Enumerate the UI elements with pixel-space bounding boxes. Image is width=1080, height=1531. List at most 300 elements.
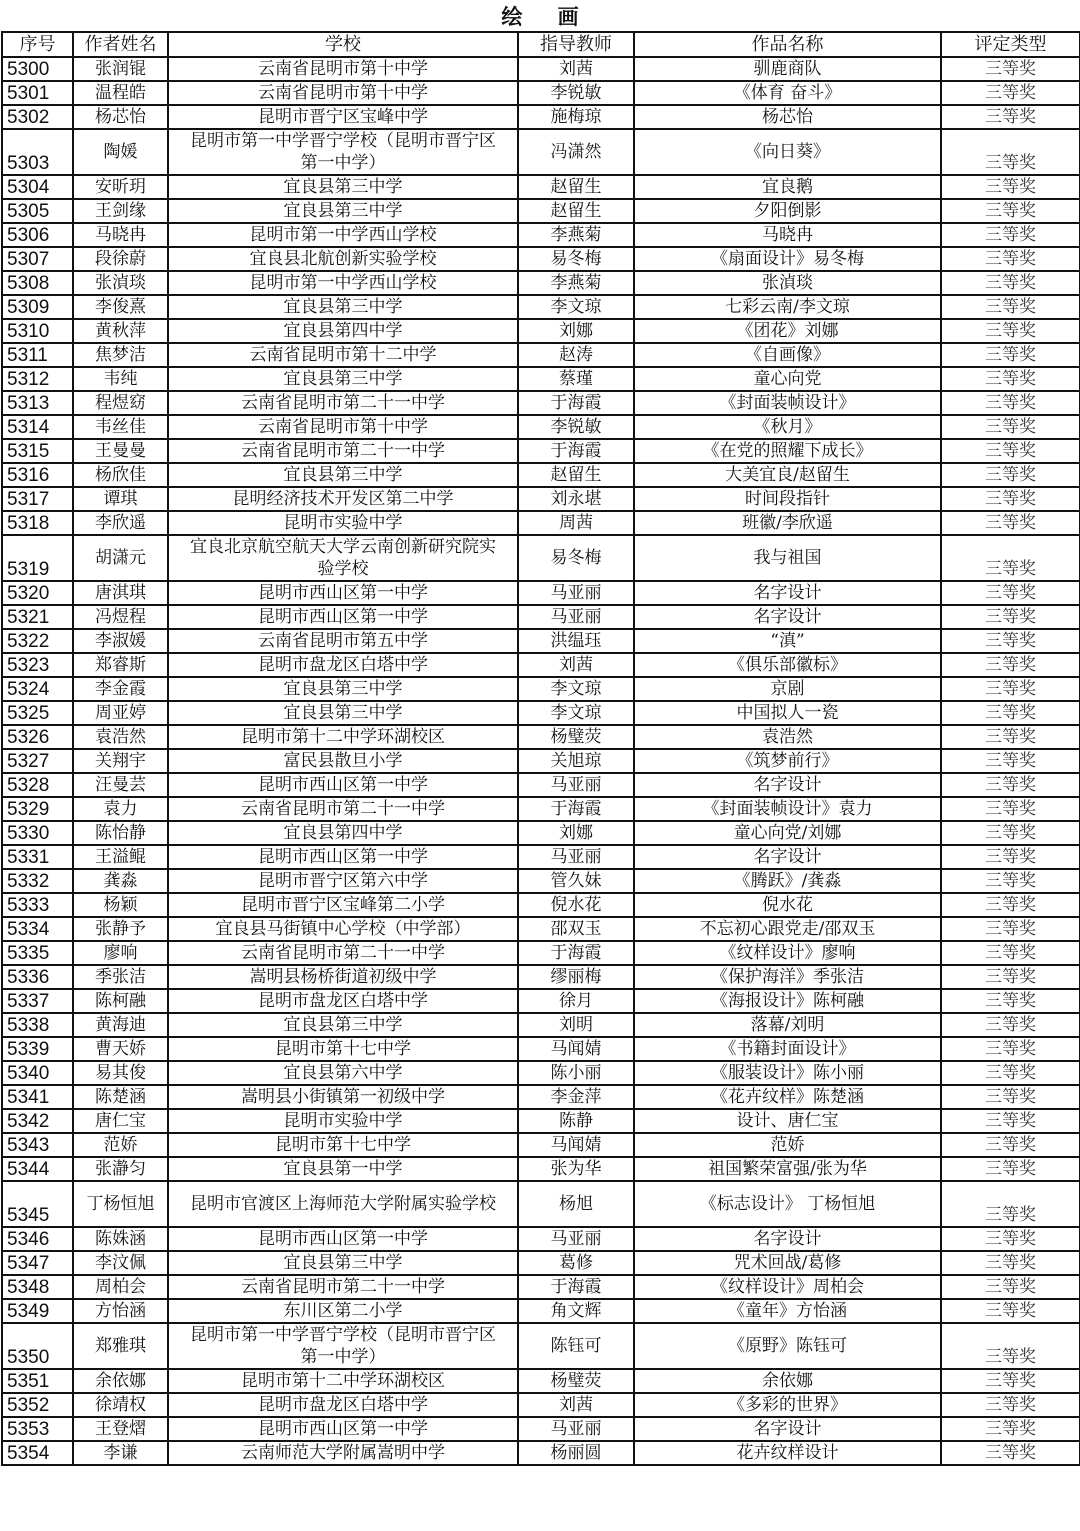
table-row <box>2 677 1080 701</box>
cell-teacher: 李文琼 <box>518 295 634 319</box>
cell-teacher: 马亚丽 <box>518 1227 634 1251</box>
cell-id: 5322 <box>2 629 73 653</box>
cell-school: 昆明市第十七中学 <box>168 1037 518 1061</box>
cell-award: 三等奖 <box>941 175 1080 199</box>
cell-school: 宜良北京航空航天大学云南创新研究院实验学校 <box>168 535 518 581</box>
cell-author: 廖响 <box>73 941 168 965</box>
cell-id: 5348 <box>2 1275 73 1299</box>
cell-teacher: 李金萍 <box>518 1085 634 1109</box>
cell-work: 我与祖国 <box>634 535 941 581</box>
cell-id: 5352 <box>2 1393 73 1417</box>
cell-teacher: 刘茜 <box>518 1393 634 1417</box>
cell-award: 三等奖 <box>941 893 1080 917</box>
cell-school: 云南省昆明市第十二中学 <box>168 343 518 367</box>
cell-teacher: 刘永堪 <box>518 487 634 511</box>
cell-teacher: 赵涛 <box>518 343 634 367</box>
cell-school: 昆明市第十二中学环湖校区 <box>168 725 518 749</box>
cell-author: 郑雅琪 <box>73 1323 168 1369</box>
table-row <box>2 511 1080 535</box>
cell-work: 时间段指针 <box>634 487 941 511</box>
cell-author: 黄秋萍 <box>73 319 168 343</box>
table-row <box>2 917 1080 941</box>
table-row <box>2 581 1080 605</box>
cell-id: 5306 <box>2 223 73 247</box>
cell-id: 5346 <box>2 1227 73 1251</box>
cell-school: 宜良县北航创新实验学校 <box>168 247 518 271</box>
table-row <box>2 701 1080 725</box>
cell-teacher: 易冬梅 <box>518 247 634 271</box>
cell-author: 李俊熹 <box>73 295 168 319</box>
cell-school: 昆明经济技术开发区第二中学 <box>168 487 518 511</box>
cell-teacher: 张为华 <box>518 1157 634 1181</box>
cell-author: 王溢鲲 <box>73 845 168 869</box>
cell-school: 昆明市第一中学西山学校 <box>168 271 518 295</box>
cell-work: 《海报设计》陈柯融 <box>634 989 941 1013</box>
table-row <box>2 319 1080 343</box>
table-row <box>2 223 1080 247</box>
cell-teacher: 刘茜 <box>518 57 634 81</box>
cell-award: 三等奖 <box>941 989 1080 1013</box>
table-row <box>2 965 1080 989</box>
cell-id: 5333 <box>2 893 73 917</box>
column-header-work: 作品名称 <box>634 32 941 57</box>
cell-id: 5325 <box>2 701 73 725</box>
table-row <box>2 941 1080 965</box>
cell-author: 胡潇元 <box>73 535 168 581</box>
cell-teacher: 杨璧荧 <box>518 725 634 749</box>
cell-work: 《封面装帧设计》袁力 <box>634 797 941 821</box>
cell-id: 5310 <box>2 319 73 343</box>
cell-id: 5311 <box>2 343 73 367</box>
cell-teacher: 施梅琼 <box>518 105 634 129</box>
cell-work: 祖国繁荣富强/张为华 <box>634 1157 941 1181</box>
cell-author: 丁杨恒旭 <box>73 1181 168 1227</box>
cell-award: 三等奖 <box>941 869 1080 893</box>
cell-teacher: 陈静 <box>518 1109 634 1133</box>
cell-school: 昆明市西山区第一中学 <box>168 845 518 869</box>
cell-id: 5309 <box>2 295 73 319</box>
table-row <box>2 1417 1080 1441</box>
table-row <box>2 1369 1080 1393</box>
table-row <box>2 1133 1080 1157</box>
cell-author: 周亚婷 <box>73 701 168 725</box>
cell-school: 东川区第二小学 <box>168 1299 518 1323</box>
cell-teacher: 马亚丽 <box>518 845 634 869</box>
cell-work: 张湞琰 <box>634 271 941 295</box>
cell-teacher: 杨丽圆 <box>518 1441 634 1465</box>
cell-award: 三等奖 <box>941 845 1080 869</box>
page-title: 绘 画 <box>501 5 593 29</box>
cell-id: 5315 <box>2 439 73 463</box>
cell-award: 三等奖 <box>941 653 1080 677</box>
table-row <box>2 653 1080 677</box>
cell-author: 温程皓 <box>73 81 168 105</box>
table-row <box>2 629 1080 653</box>
table-row <box>2 271 1080 295</box>
cell-school: 云南省昆明市第五中学 <box>168 629 518 653</box>
cell-author: 王曼曼 <box>73 439 168 463</box>
cell-school: 富民县散旦小学 <box>168 749 518 773</box>
cell-award: 三等奖 <box>941 1109 1080 1133</box>
cell-teacher: 陈小丽 <box>518 1061 634 1085</box>
cell-teacher: 李燕菊 <box>518 271 634 295</box>
column-header-author: 作者姓名 <box>73 32 168 57</box>
table-row <box>2 1299 1080 1323</box>
cell-school: 昆明市西山区第一中学 <box>168 773 518 797</box>
cell-work: 驯鹿商队 <box>634 57 941 81</box>
cell-id: 5326 <box>2 725 73 749</box>
cell-work: 名字设计 <box>634 773 941 797</box>
cell-school: 云南省昆明市第二十一中学 <box>168 1275 518 1299</box>
cell-award: 三等奖 <box>941 463 1080 487</box>
cell-id: 5328 <box>2 773 73 797</box>
cell-award: 三等奖 <box>941 1417 1080 1441</box>
cell-author: 马晓冉 <box>73 223 168 247</box>
cell-author: 杨芯怡 <box>73 105 168 129</box>
cell-author: 程煜窈 <box>73 391 168 415</box>
cell-school: 宜良县第一中学 <box>168 1157 518 1181</box>
cell-school: 昆明市西山区第一中学 <box>168 1417 518 1441</box>
cell-award: 三等奖 <box>941 319 1080 343</box>
table-row <box>2 845 1080 869</box>
cell-teacher: 李文琼 <box>518 677 634 701</box>
cell-award: 三等奖 <box>941 1085 1080 1109</box>
table-row <box>2 367 1080 391</box>
cell-school: 云南省昆明市第十中学 <box>168 57 518 81</box>
cell-school: 宜良县第三中学 <box>168 175 518 199</box>
cell-school: 昆明市盘龙区白塔中学 <box>168 1393 518 1417</box>
cell-award: 三等奖 <box>941 343 1080 367</box>
table-row <box>2 893 1080 917</box>
table-row <box>2 1227 1080 1251</box>
cell-id: 5341 <box>2 1085 73 1109</box>
cell-work: 《扇面设计》易冬梅 <box>634 247 941 271</box>
cell-author: 汪曼芸 <box>73 773 168 797</box>
table-row <box>2 605 1080 629</box>
cell-work: 名字设计 <box>634 1227 941 1251</box>
cell-work: 大美宜良/赵留生 <box>634 463 941 487</box>
cell-school: 昆明市官渡区上海师范大学附属实验学校 <box>168 1181 518 1227</box>
cell-teacher: 管久妹 <box>518 869 634 893</box>
table-row <box>2 749 1080 773</box>
cell-award: 三等奖 <box>941 199 1080 223</box>
column-header-school: 学校 <box>168 32 518 57</box>
cell-school: 云南省昆明市第二十一中学 <box>168 941 518 965</box>
table-row <box>2 1037 1080 1061</box>
cell-award: 三等奖 <box>941 1275 1080 1299</box>
cell-id: 5324 <box>2 677 73 701</box>
cell-award: 三等奖 <box>941 1227 1080 1251</box>
table-row <box>2 1085 1080 1109</box>
cell-school: 昆明市实验中学 <box>168 1109 518 1133</box>
cell-author: 方怡涵 <box>73 1299 168 1323</box>
cell-author: 李淑媛 <box>73 629 168 653</box>
cell-award: 三等奖 <box>941 701 1080 725</box>
cell-school: 云南师范大学附属嵩明中学 <box>168 1441 518 1465</box>
table-row <box>2 1441 1080 1465</box>
cell-author: 张静予 <box>73 917 168 941</box>
cell-work: 倪水花 <box>634 893 941 917</box>
cell-author: 段徐蔚 <box>73 247 168 271</box>
cell-award: 三等奖 <box>941 725 1080 749</box>
cell-work: 落幕/刘明 <box>634 1013 941 1037</box>
cell-work: 余依娜 <box>634 1369 941 1393</box>
table-row <box>2 797 1080 821</box>
cell-work: 中国拟人一瓷 <box>634 701 941 725</box>
cell-school: 昆明市西山区第一中学 <box>168 581 518 605</box>
cell-teacher: 杨旭 <box>518 1181 634 1227</box>
cell-work: 《服装设计》陈小丽 <box>634 1061 941 1085</box>
cell-teacher: 刘娜 <box>518 319 634 343</box>
cell-author: 余依娜 <box>73 1369 168 1393</box>
cell-award: 三等奖 <box>941 367 1080 391</box>
cell-work: 名字设计 <box>634 605 941 629</box>
cell-id: 5312 <box>2 367 73 391</box>
cell-author: 陈柯融 <box>73 989 168 1013</box>
cell-teacher: 于海霞 <box>518 1275 634 1299</box>
cell-author: 陈姝涵 <box>73 1227 168 1251</box>
cell-author: 袁力 <box>73 797 168 821</box>
table-row <box>2 487 1080 511</box>
cell-work: 不忘初心跟党走/邵双玉 <box>634 917 941 941</box>
cell-teacher: 刘茜 <box>518 653 634 677</box>
cell-teacher: 周茜 <box>518 511 634 535</box>
cell-work: 《花卉纹样》陈楚涵 <box>634 1085 941 1109</box>
cell-work: 《自画像》 <box>634 343 941 367</box>
cell-award: 三等奖 <box>941 511 1080 535</box>
cell-author: 李金霞 <box>73 677 168 701</box>
table-row <box>2 1061 1080 1085</box>
cell-work: 宜良鹅 <box>634 175 941 199</box>
cell-school: 嵩明县小街镇第一初级中学 <box>168 1085 518 1109</box>
cell-id: 5300 <box>2 57 73 81</box>
cell-id: 5307 <box>2 247 73 271</box>
cell-school: 昆明市第十七中学 <box>168 1133 518 1157</box>
cell-work: 《封面装帧设计》 <box>634 391 941 415</box>
cell-work: 《保护海洋》季张洁 <box>634 965 941 989</box>
cell-award: 三等奖 <box>941 81 1080 105</box>
table-row <box>2 773 1080 797</box>
cell-school: 昆明市晋宁区宝峰第二小学 <box>168 893 518 917</box>
cell-teacher: 赵留生 <box>518 175 634 199</box>
cell-award: 三等奖 <box>941 1251 1080 1275</box>
cell-school: 昆明市西山区第一中学 <box>168 1227 518 1251</box>
table-row <box>2 1393 1080 1417</box>
cell-id: 5331 <box>2 845 73 869</box>
cell-teacher: 角文辉 <box>518 1299 634 1323</box>
cell-work: 夕阳倒影 <box>634 199 941 223</box>
cell-work: 《多彩的世界》 <box>634 1393 941 1417</box>
cell-school: 昆明市第一中学晋宁学校（昆明市晋宁区第一中学） <box>168 1323 518 1369</box>
cell-award: 三等奖 <box>941 917 1080 941</box>
cell-id: 5345 <box>2 1181 73 1227</box>
cell-award: 三等奖 <box>941 605 1080 629</box>
cell-work: 名字设计 <box>634 845 941 869</box>
cell-id: 5332 <box>2 869 73 893</box>
table-row <box>2 175 1080 199</box>
cell-school: 昆明市盘龙区白塔中学 <box>168 653 518 677</box>
cell-id: 5313 <box>2 391 73 415</box>
cell-id: 5343 <box>2 1133 73 1157</box>
cell-teacher: 易冬梅 <box>518 535 634 581</box>
cell-award: 三等奖 <box>941 797 1080 821</box>
cell-work: 《团花》刘娜 <box>634 319 941 343</box>
cell-teacher: 马亚丽 <box>518 773 634 797</box>
cell-author: 张湞琰 <box>73 271 168 295</box>
table-row <box>2 343 1080 367</box>
cell-school: 宜良县马街镇中心学校（中学部） <box>168 917 518 941</box>
cell-school: 宜良县第三中学 <box>168 463 518 487</box>
cell-work: “滇” <box>634 629 941 653</box>
cell-author: 李汶佩 <box>73 1251 168 1275</box>
cell-teacher: 李锐敏 <box>518 81 634 105</box>
table-row <box>2 463 1080 487</box>
cell-teacher: 马亚丽 <box>518 581 634 605</box>
cell-id: 5314 <box>2 415 73 439</box>
cell-teacher: 马亚丽 <box>518 1417 634 1441</box>
cell-work: 班徽/李欣遥 <box>634 511 941 535</box>
cell-work: 《标志设计》 丁杨恒旭 <box>634 1181 941 1227</box>
cell-id: 5316 <box>2 463 73 487</box>
cell-school: 嵩明县杨桥街道初级中学 <box>168 965 518 989</box>
cell-work: 马晓冉 <box>634 223 941 247</box>
cell-author: 韦丝佳 <box>73 415 168 439</box>
cell-award: 三等奖 <box>941 941 1080 965</box>
cell-teacher: 邵双玉 <box>518 917 634 941</box>
cell-author: 张瀞匀 <box>73 1157 168 1181</box>
cell-id: 5339 <box>2 1037 73 1061</box>
table-row <box>2 1251 1080 1275</box>
cell-award: 三等奖 <box>941 295 1080 319</box>
cell-author: 谭琪 <box>73 487 168 511</box>
cell-teacher: 冯潇然 <box>518 129 634 175</box>
cell-work: 花卉纹样设计 <box>634 1441 941 1465</box>
cell-id: 5337 <box>2 989 73 1013</box>
cell-id: 5319 <box>2 535 73 581</box>
cell-teacher: 马闻婧 <box>518 1133 634 1157</box>
cell-teacher: 刘娜 <box>518 821 634 845</box>
cell-work: 咒术回战/葛修 <box>634 1251 941 1275</box>
cell-id: 5303 <box>2 129 73 175</box>
cell-id: 5323 <box>2 653 73 677</box>
cell-work: 《书籍封面设计》 <box>634 1037 941 1061</box>
table-row <box>2 1275 1080 1299</box>
cell-school: 宜良县第三中学 <box>168 295 518 319</box>
cell-author: 徐靖权 <box>73 1393 168 1417</box>
cell-author: 冯煜程 <box>73 605 168 629</box>
cell-award: 三等奖 <box>941 487 1080 511</box>
cell-author: 黄海迪 <box>73 1013 168 1037</box>
cell-teacher: 于海霞 <box>518 941 634 965</box>
cell-award: 三等奖 <box>941 1157 1080 1181</box>
cell-award: 三等奖 <box>941 415 1080 439</box>
cell-award: 三等奖 <box>941 105 1080 129</box>
column-header-award: 评定类型 <box>941 32 1080 57</box>
cell-school: 宜良县第三中学 <box>168 199 518 223</box>
cell-author: 张润锟 <box>73 57 168 81</box>
cell-work: 童心向党 <box>634 367 941 391</box>
cell-id: 5327 <box>2 749 73 773</box>
cell-award: 三等奖 <box>941 129 1080 175</box>
cell-school: 云南省昆明市第十中学 <box>168 415 518 439</box>
cell-teacher: 于海霞 <box>518 797 634 821</box>
cell-author: 易其俊 <box>73 1061 168 1085</box>
cell-id: 5302 <box>2 105 73 129</box>
cell-teacher: 倪水花 <box>518 893 634 917</box>
cell-work: 《向日葵》 <box>634 129 941 175</box>
cell-id: 5301 <box>2 81 73 105</box>
cell-work: 《体育 奋斗》 <box>634 81 941 105</box>
cell-school: 宜良县第六中学 <box>168 1061 518 1085</box>
cell-teacher: 刘明 <box>518 1013 634 1037</box>
cell-teacher: 马闻婧 <box>518 1037 634 1061</box>
cell-author: 王登熠 <box>73 1417 168 1441</box>
cell-work: 名字设计 <box>634 1417 941 1441</box>
cell-work: 《腾跃》/龚淼 <box>634 869 941 893</box>
cell-work: 袁浩然 <box>634 725 941 749</box>
cell-author: 范娇 <box>73 1133 168 1157</box>
cell-author: 杨颖 <box>73 893 168 917</box>
cell-school: 云南省昆明市第二十一中学 <box>168 439 518 463</box>
cell-school: 昆明市晋宁区宝峰中学 <box>168 105 518 129</box>
cell-work: 范娇 <box>634 1133 941 1157</box>
cell-school: 宜良县第三中学 <box>168 701 518 725</box>
cell-teacher: 李燕菊 <box>518 223 634 247</box>
table-row <box>2 821 1080 845</box>
table-row <box>2 535 1080 581</box>
cell-school: 昆明市西山区第一中学 <box>168 605 518 629</box>
cell-award: 三等奖 <box>941 1393 1080 1417</box>
cell-work: 《在党的照耀下成长》 <box>634 439 941 463</box>
table-row <box>2 725 1080 749</box>
cell-award: 三等奖 <box>941 821 1080 845</box>
cell-school: 云南省昆明市第二十一中学 <box>168 797 518 821</box>
table-row <box>2 105 1080 129</box>
cell-id: 5347 <box>2 1251 73 1275</box>
cell-award: 三等奖 <box>941 581 1080 605</box>
table-row <box>2 295 1080 319</box>
cell-id: 5354 <box>2 1441 73 1465</box>
cell-award: 三等奖 <box>941 1133 1080 1157</box>
cell-id: 5305 <box>2 199 73 223</box>
cell-award: 三等奖 <box>941 57 1080 81</box>
cell-work: 《筑梦前行》 <box>634 749 941 773</box>
table-row <box>2 247 1080 271</box>
table-row <box>2 81 1080 105</box>
cell-id: 5321 <box>2 605 73 629</box>
cell-author: 焦梦洁 <box>73 343 168 367</box>
cell-work: 七彩云南/李文琼 <box>634 295 941 319</box>
cell-school: 宜良县第四中学 <box>168 319 518 343</box>
cell-school: 宜良县第三中学 <box>168 1251 518 1275</box>
table-row <box>2 989 1080 1013</box>
cell-teacher: 杨璧荧 <box>518 1369 634 1393</box>
cell-teacher: 李文琼 <box>518 701 634 725</box>
cell-id: 5336 <box>2 965 73 989</box>
cell-award: 三等奖 <box>941 1181 1080 1227</box>
cell-teacher: 蔡瑾 <box>518 367 634 391</box>
cell-teacher: 关旭琼 <box>518 749 634 773</box>
cell-teacher: 缪丽梅 <box>518 965 634 989</box>
cell-author: 李谦 <box>73 1441 168 1465</box>
table-row <box>2 439 1080 463</box>
table-row <box>2 1181 1080 1227</box>
cell-school: 宜良县第三中学 <box>168 1013 518 1037</box>
cell-teacher: 于海霞 <box>518 439 634 463</box>
cell-award: 三等奖 <box>941 749 1080 773</box>
cell-school: 昆明市盘龙区白塔中学 <box>168 989 518 1013</box>
cell-teacher: 李锐敏 <box>518 415 634 439</box>
